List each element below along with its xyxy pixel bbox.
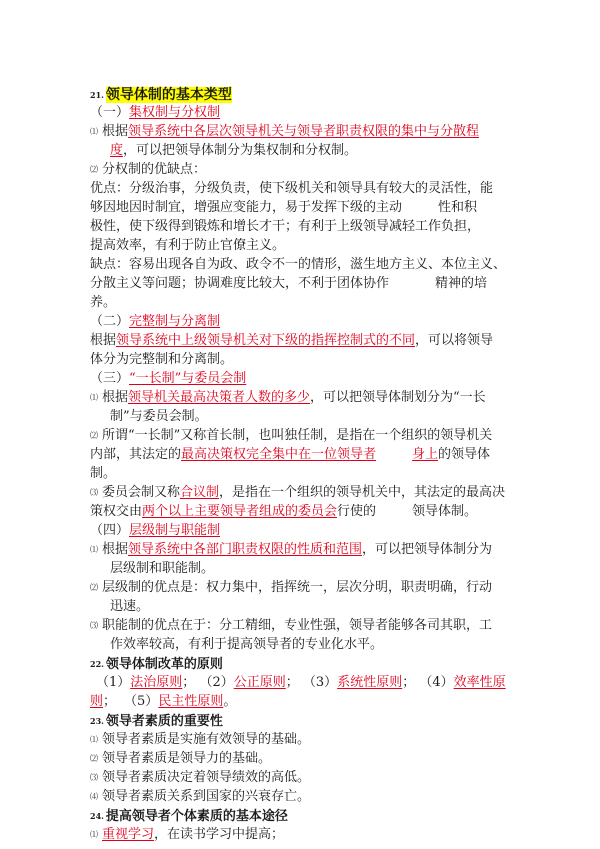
paragraph-3-line-1: 根据领导系统中上级领导机关对下级的指挥控制式的不同，可以将领导 xyxy=(90,333,494,348)
list-item: ⑷ 领导者素质关系到国家的兴衰存亡。 xyxy=(90,789,311,804)
paragraph-8-line-2: 迅速。 xyxy=(110,599,150,614)
paragraph-5-line-3: 制。 xyxy=(90,466,117,481)
paragraph-8-line-1: ⑵ 层级制的优点是：权力集中，指挥统一，层次分明，职责明确，行动 xyxy=(90,580,493,595)
paragraph-9-line-1: ⑶ 职能制的优点在于：分工精细，专业性强，领导者能够各司其职，工 xyxy=(90,618,493,633)
paragraph-7-line-2: 层级制和职能制。 xyxy=(110,561,215,576)
principles-line-2: 则； （5）民主性原则。 xyxy=(90,694,237,709)
section-22-heading: 22. 领导体制改革的原则 xyxy=(90,657,223,672)
section-24-heading: 24. 提高领导者个体素质的基本途径 xyxy=(90,809,288,824)
paragraph-1-line-2: 度，可以把领导体制分为集权制和分权制。 xyxy=(110,143,358,158)
list-item: ⑴ 重视学习，在读书学习中提高； xyxy=(90,827,285,842)
pros-line-3: 极性，使下级得到锻炼和增长才干；有利于上级领导减轻工作负担， xyxy=(90,219,481,234)
paragraph-7-line-1: ⑴ 根据领导系统中各部门职责权限的性质和范围，可以把领导体制分为 xyxy=(90,542,493,557)
paragraph-4-line-1: ⑴ 根据领导机关最高决策者人数的多少，可以把领导体制划分为“一长 xyxy=(90,390,486,405)
section-21-heading: 21. 领导体制的基本类型 xyxy=(90,87,232,103)
principles-line-1: （1）法治原则； （2）公正原则； （3）系统性原则； （4）效率性原 xyxy=(96,675,506,690)
pros-line-2: 够因地因时制宜，增强应变能力，易于发挥下级的主动 性和积 xyxy=(90,200,478,215)
paragraph-9-line-2: 作效率较高，有利于提高领导者的专业化水平。 xyxy=(110,637,384,652)
paragraph-5-line-2: 内部，其法定的最高决策权完全集中在一位领导者 身上的领导体 xyxy=(90,447,491,462)
list-item: ⑴ 领导者素质是实施有效领导的基础。 xyxy=(90,732,311,747)
paragraph-2: ⑵ 分权制的优缺点： xyxy=(90,162,207,177)
section-23-heading: 23. 领导者素质的重要性 xyxy=(90,714,223,729)
paragraph-6-line-2: 策权交由两个以上主要领导者组成的委员会行使的 领导体制。 xyxy=(90,504,478,519)
paragraph-3-line-2: 体分为完整制和分离制。 xyxy=(90,352,234,367)
pros-line-1: 优点：分级治事，分级负责，使下级机关和领导具有较大的灵活性，能 xyxy=(90,181,494,196)
cons-line-2: 分散主义等问题；协调难度比较大，不利于团体协作 精神的培 xyxy=(90,276,488,291)
pros-line-4: 提高效率，有利于防止官僚主义。 xyxy=(90,238,286,253)
subheading-2: （二）完整制与分离制 xyxy=(90,314,221,329)
list-item: ⑵ 领导者素质是领导力的基础。 xyxy=(90,751,272,766)
paragraph-6-line-1: ⑶ 委员会制又称合议制，是指在一个组织的领导机关中，其法定的最高决 xyxy=(90,485,506,500)
paragraph-5-line-1: ⑵ 所谓“一长制”又称首长制，也叫独任制，是指在一个组织的领导机关 xyxy=(90,428,493,443)
subheading-1: （一）集权制与分权制 xyxy=(90,105,221,120)
paragraph-1-line-1: ⑴ 根据领导系统中各层次领导机关与领导者职责权限的集中与分散程 xyxy=(90,124,480,139)
subheading-3: （三）“一长制”与委员会制 xyxy=(90,371,247,386)
cons-line-3: 养。 xyxy=(90,295,117,310)
paragraph-4-line-2: 制”与委员会制。 xyxy=(110,409,208,424)
list-item: ⑶ 领导者素质决定着领导绩效的高低。 xyxy=(90,770,311,785)
subheading-4: （四）层级制与职能制 xyxy=(90,523,221,538)
cons-line-1: 缺点：容易出现各自为政、政令不一的情形，滋生地方主义、本位主义、 xyxy=(90,257,507,272)
